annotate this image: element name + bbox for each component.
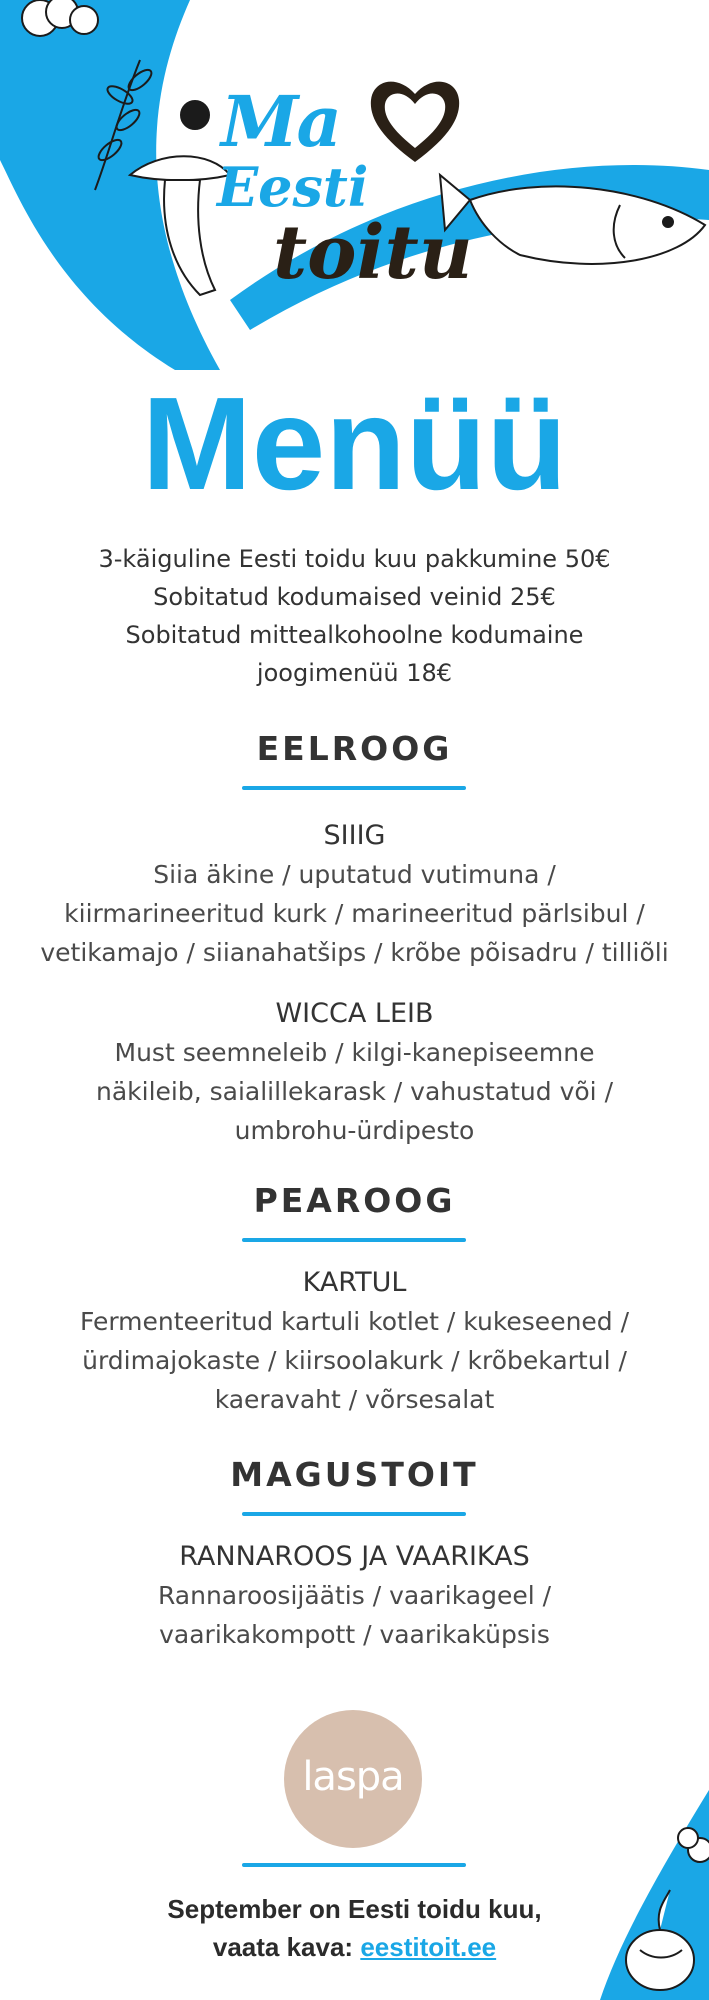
intro-line: 3-käiguline Eesti toidu kuu pakkumine 50€ [98,545,611,573]
dish-rannaroos-ja-vaarikas [0,1538,709,1654]
section-divider [242,1238,466,1242]
section-title-main: PEAROOG [253,1181,456,1220]
heart-icon [365,70,465,170]
footer-decoration [560,1790,709,2000]
dish-description: vetikamajo / siianahatšips / krõbe põisadru / tilliõli [40,938,669,967]
page-title: Menüü [141,370,568,517]
dish-wicca-leib [0,995,709,1150]
eestitoit-link[interactable]: eestitoit.ee [360,1932,497,1962]
dish-kartul [0,1264,709,1419]
dish-siig [0,817,709,972]
intro-line: Sobitatud kodumaised veinid 25€ [153,583,556,611]
laspa-logo-text: laspa [302,1754,404,1800]
dish-description: Must seemneleib / kilgi-kanepiseemne [114,1038,595,1067]
ma-eesti-toitu-logo [215,60,485,310]
footer-divider [242,1863,466,1867]
dish-description: umbrohu-ürdipesto [234,1116,475,1145]
logo-line-ma: Ma [221,80,340,163]
dish-description: kiirmarineeritud kurk / marineeritud pärlsibul / [64,899,645,928]
section-title-dessert: MAGUSTOIT [230,1455,479,1494]
logo-line-toitu: toitu [273,210,473,296]
intro-line: joogimenüü 18€ [256,659,453,687]
dish-description: Fermenteeritud kartuli kotlet / kukeseened / [79,1307,630,1336]
section-title-starter: EELROOG [256,729,453,768]
price-intro [0,540,709,692]
dish-description: Siia äkine / uputatud vutimuna / [153,860,556,889]
footer-prefix: vaata kava: [212,1932,361,1962]
dish-name: RANNAROOS JA VAARIKAS [179,1541,530,1572]
dish-name: SIIIG [323,820,386,851]
section-divider [242,1512,466,1516]
dish-description: näkileib, saialillekarask / vahustatud või / [96,1077,613,1106]
dish-name: KARTUL [302,1267,407,1298]
section-divider [242,786,466,790]
dish-description: kaeravaht / võrsesalat [214,1385,495,1414]
footer-line: September on Eesti toidu kuu, [167,1894,542,1924]
dish-description: ürdimajokaste / kiirsoolakurk / krõbekartul / [82,1346,627,1375]
dish-description: vaarikakompott / vaarikaküpsis [159,1620,550,1649]
laspa-logo [284,1710,422,1848]
intro-line: Sobitatud mittealkohoolne kodumaine [125,621,584,649]
logo-line-eesti: Eesti [217,155,369,219]
dish-description: Rannaroosijäätis / vaarikageel / [157,1581,552,1610]
dish-name: WICCA LEIB [275,998,434,1029]
